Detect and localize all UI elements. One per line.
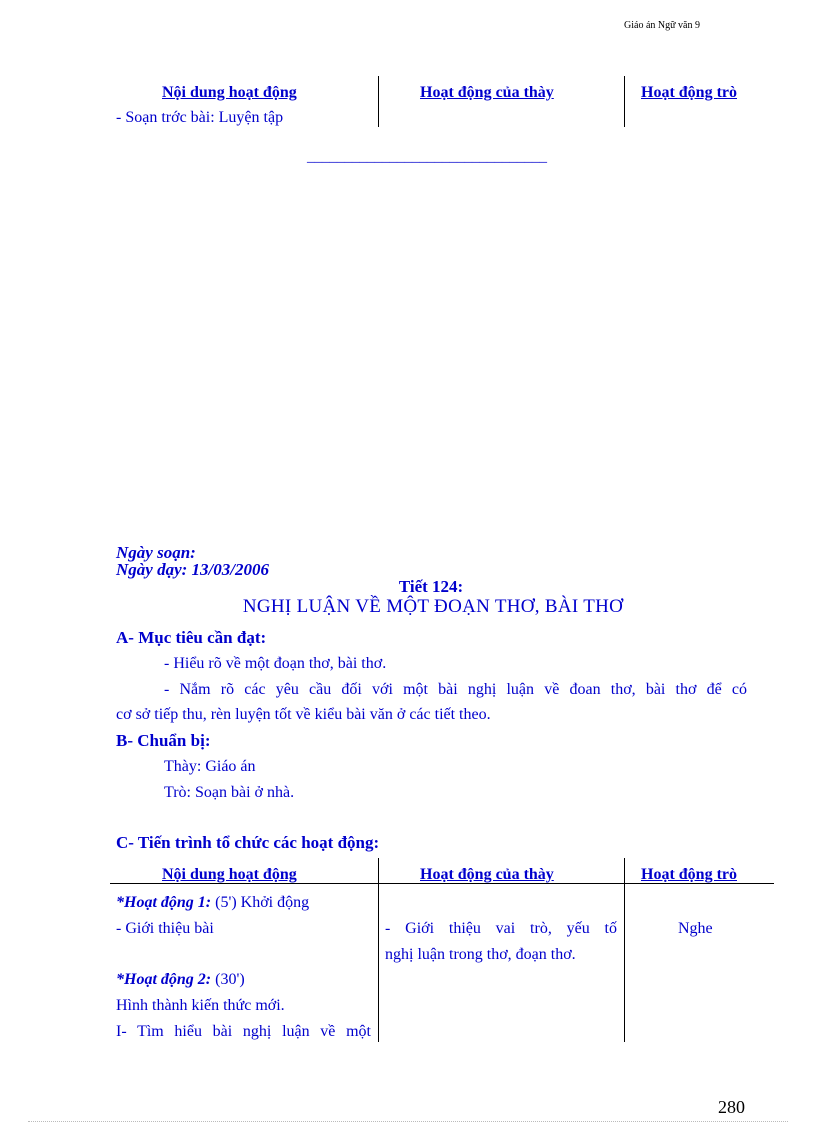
section-b-line1: Thày: Giáo án (164, 758, 256, 775)
intro-lesson: - Giới thiệu bài (116, 920, 214, 937)
teacher-activity-line1: - Giới thiệu vai trò, yếu tố (385, 920, 617, 937)
top-table-col1-header: Nội dung hoạt động (162, 84, 297, 101)
student-activity: Nghe (678, 920, 713, 937)
date-prepare: Ngày soạn: (116, 543, 196, 562)
section-a-heading: A- Mục tiêu cần đạt: (116, 628, 267, 647)
section-a-line3: cơ sở tiếp thu, rèn luyện tốt về kiểu bài văn ở các tiết theo. (116, 706, 491, 723)
footer-dotted-rule (28, 1121, 788, 1122)
table-col3-header: Hoạt động trò (641, 866, 737, 883)
activity-2-text: (30') (211, 971, 245, 988)
part-1-heading: I- Tìm hiểu bài nghị luận về một (116, 1023, 371, 1040)
activity-2-row (116, 971, 245, 989)
section-c-heading: C- Tiến trình tổ chức các hoạt động: (116, 833, 380, 852)
teacher-activity-line2: nghị luận trong thơ, đoạn thơ. (385, 946, 576, 963)
page-number: 280 (718, 1097, 745, 1117)
separator-line: ________________________________ (307, 149, 547, 165)
table-col2-header: Hoạt động của thày (420, 866, 554, 883)
section-b-line2: Trò: Soạn bài ở nhà. (164, 784, 295, 801)
table-col1-header: Nội dung hoạt động (162, 866, 297, 883)
top-table-col2-header: Hoạt động của thày (420, 84, 554, 101)
top-table-col3-header: Hoạt động trò (641, 84, 737, 101)
activity-1-row (116, 894, 309, 912)
activity-2-label: *Hoạt động 2: (116, 971, 212, 988)
page-header: Giáo án Ngữ văn 9 (624, 20, 700, 31)
top-table-row1-col1: - Soạn trớc bài: Luyện tập (116, 109, 284, 126)
section-a-line2: - Nắm rõ các yêu cầu đối với một bài nghị luận về đoan thơ, bài thơ để có (164, 681, 747, 698)
period-label: Tiết 124: (398, 577, 464, 596)
top-table-divider-1 (378, 76, 379, 127)
section-a-line1: - Hiểu rõ về một đoạn thơ, bài thơ. (164, 655, 387, 672)
activity-1-text: (5') Khởi động (211, 894, 310, 911)
table-header-rule (110, 883, 774, 884)
activity-1-label: *Hoạt động 1: (116, 894, 212, 911)
top-table-divider-2 (624, 76, 625, 127)
table-divider-2 (624, 858, 625, 1042)
lesson-title: NGHỊ LUẬN VỀ MỘT ĐOẠN THƠ, BÀI THƠ (242, 596, 624, 617)
date-teach: Ngày dạy: 13/03/2006 (116, 560, 269, 579)
form-knowledge: Hình thành kiến thức mới. (116, 997, 285, 1014)
section-b-heading: B- Chuẩn bị: (116, 731, 211, 750)
table-divider-1 (378, 858, 379, 1042)
